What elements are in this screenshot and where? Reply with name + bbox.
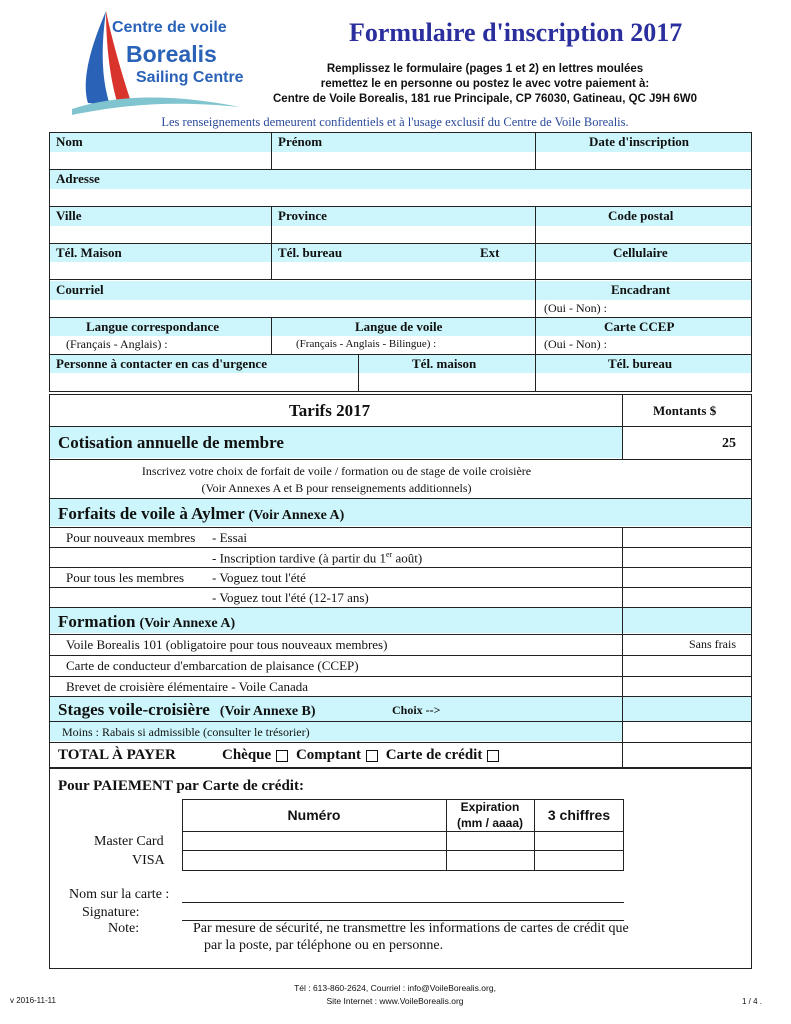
cotisation-amount: 25 — [722, 436, 736, 451]
comptant-label: Comptant — [295, 747, 361, 763]
cheque-checkbox[interactable] — [276, 750, 288, 762]
nouveaux-membres: Pour nouveaux membres — [66, 530, 196, 545]
label-urgence-tel-bureau: Tél. bureau — [608, 356, 673, 371]
logo — [70, 5, 260, 117]
personal-info-table — [49, 132, 752, 392]
paiement-title: Pour PAIEMENT par Carte de crédit: — [58, 778, 304, 794]
sans-frais: Sans frais — [689, 637, 736, 651]
tardive-text-a: - Inscription tardive (à partir du 1 — [212, 550, 386, 566]
formation-annexe-note: (Voir Annexe A) — [139, 616, 236, 631]
formation-title — [58, 612, 235, 632]
label-carte-ccep: Carte CCEP — [604, 319, 675, 334]
logo-line1: Centre de voile — [112, 19, 227, 36]
label-nom: Nom — [56, 134, 83, 149]
tardive-text-b: août) — [392, 550, 423, 566]
instruction-3: Centre de Voile Borealis, 181 rue Principale, CP 76030, Gatineau, QC J9H 6W0 — [273, 93, 697, 105]
expiration-header-1: Expiration — [460, 800, 520, 814]
nom-carte-line[interactable] — [182, 902, 624, 903]
signature-label: Signature: — [82, 905, 140, 920]
confidential-note: Les renseignements demeurent confidentiels et à l'usage exclusif du Centre de Voile Borealis. — [161, 115, 629, 129]
logo-line2: Borealis — [126, 41, 217, 67]
choix-arrow: Choix --> — [392, 703, 441, 717]
label-ville: Ville — [56, 208, 82, 223]
cheque-label: Chèque — [222, 747, 272, 763]
montants-header: Montants $ — [653, 403, 717, 418]
tarifs-instruction-1: Inscrivez votre choix de forfait de voile / formation ou de stage de voile croisière — [141, 464, 532, 478]
page-title: Formulaire d'inscription 2017 — [349, 18, 683, 47]
formation-brevet: Brevet de croisière élémentaire - Voile Canada — [66, 679, 309, 694]
expiration-header-2: (mm / aaaa) — [456, 816, 524, 830]
label-prenom: Prénom — [278, 134, 323, 149]
page-number: 1 / 4 . — [742, 997, 763, 1006]
tous-membres: Pour tous les membres — [66, 570, 185, 585]
label-langue-correspondance: Langue correspondance — [86, 319, 220, 334]
note-line-2: par la poste, par téléphone ou en personne. — [204, 938, 444, 953]
stages-annexe-note: (Voir Annexe B) — [219, 704, 316, 719]
instruction-1: Remplissez le formulaire (pages 1 et 2) en lettres moulées — [326, 63, 644, 75]
formation-title-text: Formation — [58, 612, 136, 631]
langue-corr-options: (Français - Anglais) : — [66, 337, 168, 351]
label-date-inscription: Date d'inscription — [589, 134, 690, 149]
label-ext: Ext — [480, 245, 500, 260]
forfait-voguez: - Voguez tout l'été — [212, 570, 306, 585]
cotisation-label: Cotisation annuelle de membre — [58, 433, 284, 452]
tarifs-instruction-2: (Voir Annexes A et B pour renseignements additionnels) — [201, 481, 472, 495]
version: v 2016-11-11 — [10, 996, 56, 1005]
total-label: TOTAL À PAYER — [58, 747, 176, 763]
note-label: Note: — [108, 921, 140, 936]
stages-title — [58, 700, 316, 720]
label-encadrant: Encadrant — [611, 282, 671, 297]
label-tel-bureau: Tél. bureau — [278, 245, 343, 260]
forfait-voguez-jeunes: - Voguez tout l'été (12-17 ans) — [212, 590, 369, 605]
footer-contact-1: Tél : 613-860-2624, Courriel : info@VoileBorealis.org, — [294, 983, 496, 993]
langue-voile-options: (Français - Anglais - Bilingue) : — [296, 338, 437, 350]
forfaits-title-text: Forfaits de voile à Aylmer — [58, 504, 245, 523]
footer-contact-2: Site Internet : www.VoileBorealis.org — [326, 996, 464, 1006]
label-province: Province — [278, 208, 327, 223]
label-adresse: Adresse — [56, 171, 100, 186]
forfait-inscription-tardive — [212, 550, 422, 566]
forfaits-title — [58, 504, 344, 524]
tarifs-title: Tarifs 2017 — [289, 401, 371, 420]
numero-header: Numéro — [287, 807, 341, 823]
mastercard-label: Master Card — [94, 834, 164, 849]
encadrant-options: (Oui - Non) : — [544, 301, 607, 315]
nom-carte-label: Nom sur la carte : — [69, 887, 170, 902]
ccep-options: (Oui - Non) : — [544, 337, 607, 351]
instruction-2: remettez le en personne ou postez le avec votre paiement à: — [320, 78, 650, 90]
forfaits-annexe-note: (Voir Annexe A) — [248, 508, 345, 523]
logo-line3: Sailing Centre — [136, 69, 244, 86]
label-urgence-tel-maison: Tél. maison — [412, 356, 477, 371]
label-cellulaire: Cellulaire — [613, 245, 668, 260]
carte-credit-label: Carte de crédit — [385, 747, 483, 763]
label-langue-voile: Langue de voile — [355, 319, 443, 334]
payment-methods — [222, 747, 499, 764]
rabais-label: Moins : Rabais si admissible (consulter le trésorier) — [62, 725, 310, 739]
label-urgence: Personne à contacter en cas d'urgence — [56, 356, 267, 371]
chiffres-header: 3 chiffres — [547, 807, 611, 823]
carte-credit-checkbox[interactable] — [487, 750, 499, 762]
formation-voile101: Voile Borealis 101 (obligatoire pour tous nouveaux membres) — [66, 637, 388, 652]
label-tel-maison: Tél. Maison — [56, 245, 122, 260]
tardive-sup: er — [386, 550, 393, 559]
formation-ccep: Carte de conducteur d'embarcation de plaisance (CCEP) — [66, 658, 359, 673]
stages-title-text: Stages voile-croisière — [58, 700, 210, 719]
visa-label: VISA — [132, 853, 165, 868]
label-courriel: Courriel — [56, 282, 104, 297]
label-code-postal: Code postal — [608, 208, 674, 223]
comptant-checkbox[interactable] — [366, 750, 378, 762]
note-line-1: Par mesure de sécurité, ne transmettre les informations de cartes de crédit que — [193, 921, 629, 936]
forfait-essai: - Essai — [212, 530, 248, 545]
